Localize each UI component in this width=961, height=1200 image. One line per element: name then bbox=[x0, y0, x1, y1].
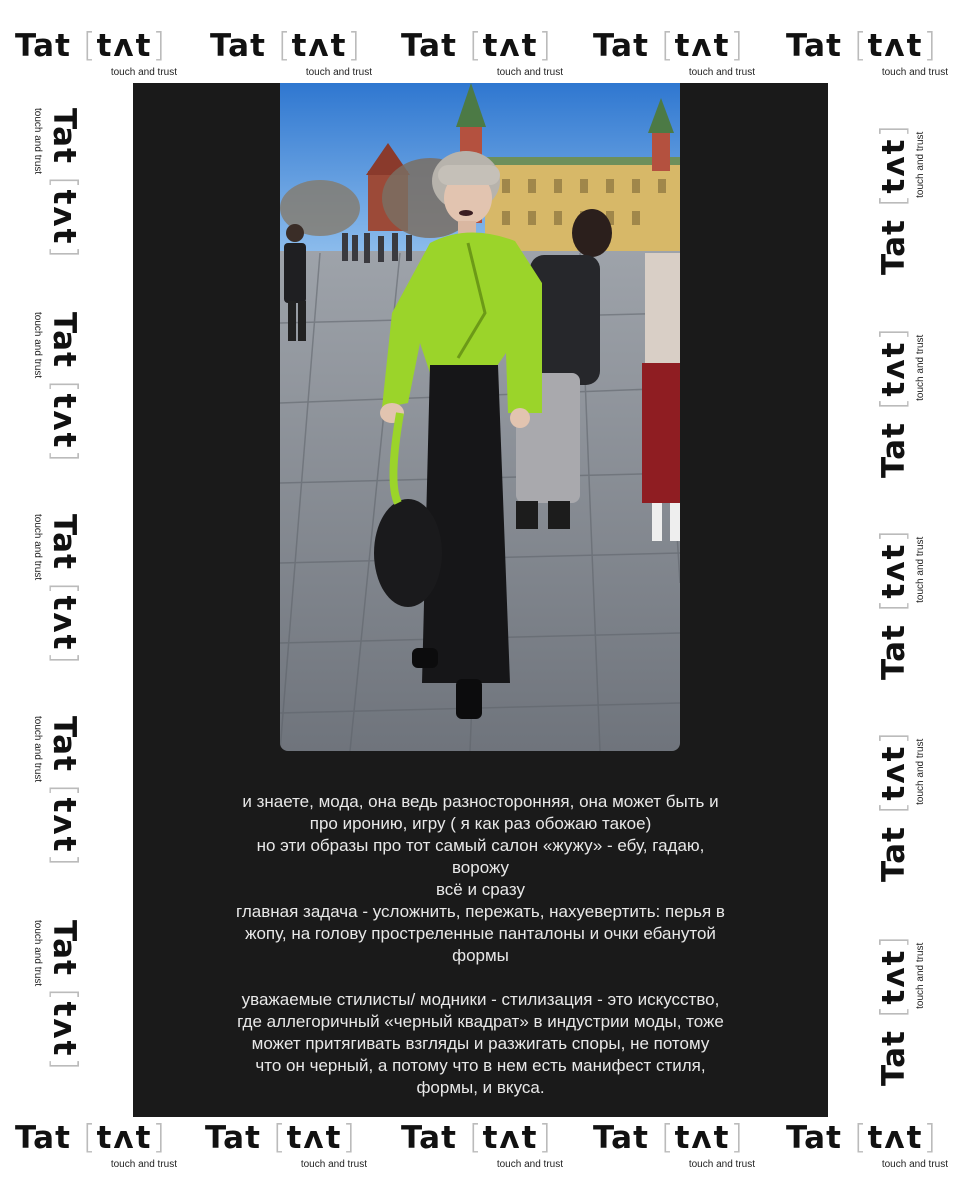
watermark-tagline: touch and trust bbox=[915, 942, 926, 1009]
caption-line: где аллегоричный «черный квадрат» в индустрии моды, тоже bbox=[237, 1012, 724, 1031]
watermark-tagline: touch and trust bbox=[32, 108, 43, 175]
photo-illustration bbox=[280, 83, 680, 751]
watermark-logo: Tat [tʌt] bbox=[873, 123, 912, 275]
watermark-tagline: touch and trust bbox=[305, 67, 372, 78]
watermark-tagline: touch and trust bbox=[881, 67, 948, 78]
watermark-logo: Tat [tʌt] bbox=[873, 934, 912, 1086]
watermark-logo: Tat [tʌt] bbox=[873, 730, 912, 882]
caption-line: но эти образы про тот самый салон «жужу» - ебу, гадаю, bbox=[256, 836, 705, 855]
watermark-tagline: touch and trust bbox=[881, 1159, 948, 1170]
watermark-logo: Tat [tʌt] bbox=[205, 1117, 357, 1156]
watermark-tagline: touch and trust bbox=[688, 67, 755, 78]
watermark-bottom-5 bbox=[786, 1117, 956, 1170]
caption-text bbox=[173, 791, 788, 1099]
caption-line: может притягивать взгляды и разжигать споры, не потому bbox=[251, 1034, 710, 1053]
watermark-bottom-2 bbox=[205, 1117, 375, 1170]
caption-line: всё и сразу bbox=[435, 880, 526, 899]
watermark-tagline: touch and trust bbox=[32, 920, 43, 987]
watermark-bottom-3 bbox=[401, 1117, 571, 1170]
caption-line: жопу, на голову простреленные панталоны и очки ебанутой bbox=[245, 924, 716, 943]
watermark-tagline: touch and trust bbox=[32, 716, 43, 783]
watermark-top-3 bbox=[401, 25, 571, 78]
bag bbox=[374, 499, 442, 607]
watermark-top-1 bbox=[15, 25, 185, 78]
watermark-logo: Tat [tʌt] bbox=[873, 528, 912, 680]
watermark-tagline: touch and trust bbox=[496, 67, 563, 78]
story-panel bbox=[133, 83, 828, 1117]
watermark-bottom-1 bbox=[15, 1117, 185, 1170]
watermark-tagline: touch and trust bbox=[915, 738, 926, 805]
caption-line: формы, и вкуса. bbox=[416, 1078, 545, 1097]
watermark-logo: Tat [tʌt] bbox=[401, 1117, 553, 1156]
watermark-tagline: touch and trust bbox=[110, 67, 177, 78]
caption-line: уважаемые стилисты/ модники - стилизация - это искусство, bbox=[241, 990, 720, 1009]
watermark-tagline: touch and trust bbox=[688, 1159, 755, 1170]
watermark-tagline: touch and trust bbox=[915, 536, 926, 603]
watermark-logo: Tat [tʌt] bbox=[46, 312, 85, 464]
watermark-right-5 bbox=[873, 934, 926, 1086]
watermark-logo: Tat [tʌt] bbox=[15, 1117, 167, 1156]
street-style-photo bbox=[280, 83, 680, 751]
watermark-top-5 bbox=[786, 25, 956, 78]
caption-paragraph-2 bbox=[173, 989, 788, 1099]
watermark-top-2 bbox=[210, 25, 380, 78]
watermark-logo: Tat [tʌt] bbox=[46, 108, 85, 260]
watermark-tagline: touch and trust bbox=[915, 131, 926, 198]
watermark-left-1 bbox=[32, 108, 85, 260]
watermark-logo: Tat [tʌt] bbox=[46, 920, 85, 1072]
caption-line: формы bbox=[452, 946, 509, 965]
watermark-logo: Tat [tʌt] bbox=[593, 25, 745, 64]
watermark-logo: Tat [tʌt] bbox=[46, 514, 85, 666]
caption-line: и знаете, мода, она ведь разносторонняя, она может быть и bbox=[242, 792, 719, 811]
watermark-logo: Tat [tʌt] bbox=[46, 716, 85, 868]
watermark-logo: Tat [tʌt] bbox=[873, 326, 912, 478]
watermark-top-4 bbox=[593, 25, 763, 78]
watermark-left-2 bbox=[32, 312, 85, 464]
watermark-logo: Tat [tʌt] bbox=[401, 25, 553, 64]
caption-line: про иронию, игру ( я как раз обожаю такое) bbox=[309, 814, 652, 833]
watermark-logo: Tat [tʌt] bbox=[210, 25, 362, 64]
watermark-tagline: touch and trust bbox=[110, 1159, 177, 1170]
watermark-right-4 bbox=[873, 730, 926, 882]
watermark-tagline: touch and trust bbox=[32, 514, 43, 581]
watermark-logo: Tat [tʌt] bbox=[593, 1117, 745, 1156]
watermark-right-3 bbox=[873, 528, 926, 680]
watermark-left-3 bbox=[32, 514, 85, 666]
watermark-left-4 bbox=[32, 716, 85, 868]
watermark-logo: Tat [tʌt] bbox=[786, 1117, 938, 1156]
person-right bbox=[642, 253, 680, 541]
watermark-right-2 bbox=[873, 326, 926, 478]
watermark-bottom-4 bbox=[593, 1117, 763, 1170]
watermark-logo: Tat [tʌt] bbox=[15, 25, 167, 64]
watermark-tagline: touch and trust bbox=[915, 334, 926, 401]
caption-line: главная задача - усложнить, пережать, нахуевертить: перья в bbox=[236, 902, 725, 921]
watermark-tagline: touch and trust bbox=[32, 312, 43, 379]
watermark-right-1 bbox=[873, 123, 926, 275]
watermark-tagline: touch and trust bbox=[496, 1159, 563, 1170]
caption-line: что он черный, а потому что в нем есть манифест стиля, bbox=[255, 1056, 706, 1075]
watermark-tagline: touch and trust bbox=[300, 1159, 367, 1170]
watermark-logo: Tat [tʌt] bbox=[786, 25, 938, 64]
watermark-left-5 bbox=[32, 920, 85, 1072]
caption-paragraph-1 bbox=[173, 791, 788, 967]
caption-line: ворожу bbox=[451, 858, 510, 877]
